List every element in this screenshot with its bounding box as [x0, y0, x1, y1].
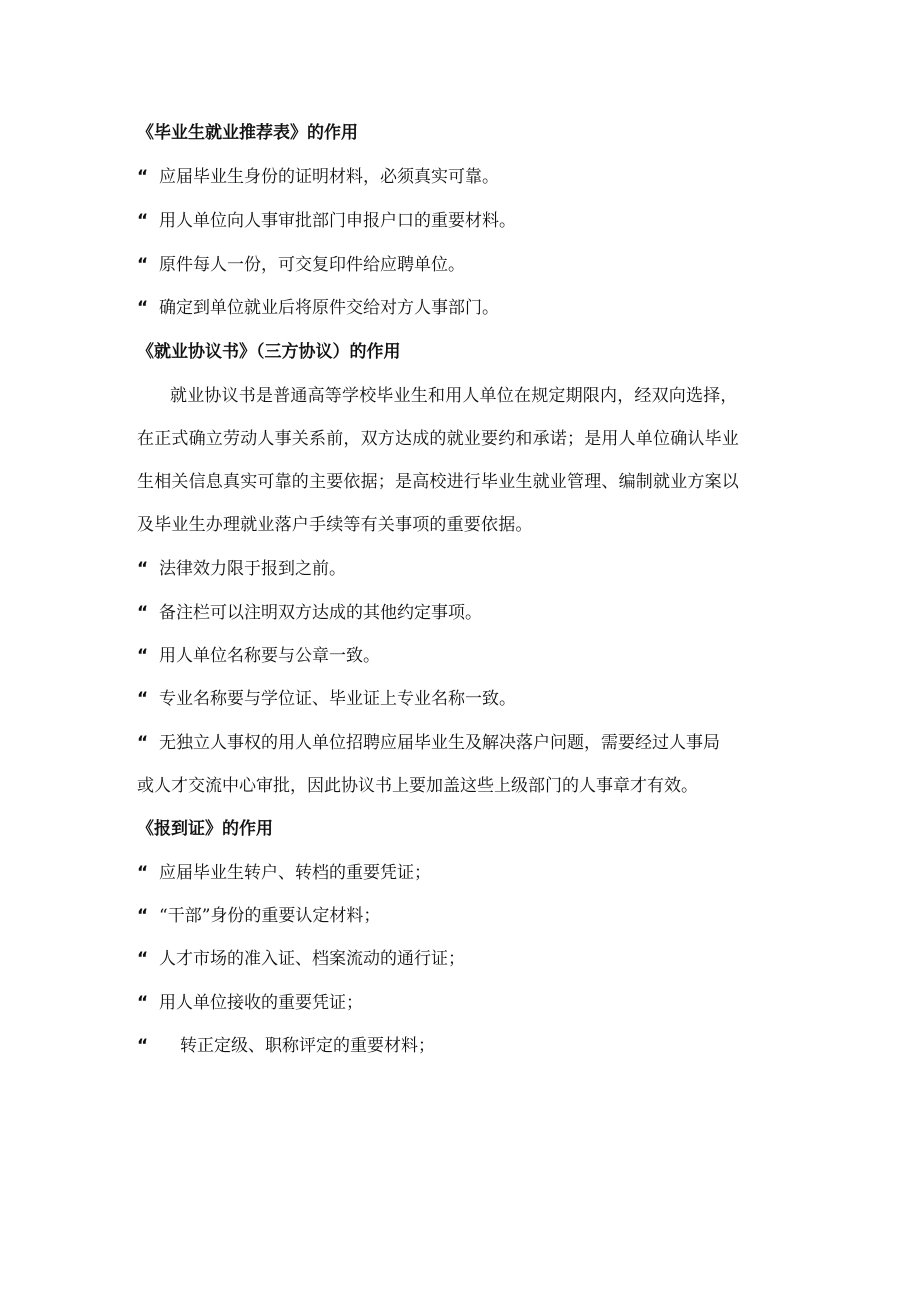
list-item	[137, 210, 516, 232]
list-item-text: 备注栏可以注明双方达成的其他约定事项。	[159, 603, 482, 623]
list-item-text: 用人单位名称要与公章一致。	[159, 646, 380, 666]
list-item	[137, 948, 465, 970]
list-item	[137, 645, 380, 667]
paragraph-line: 生相关信息真实可靠的主要依据；是高校进行毕业生就业管理、编制就业方案以	[137, 472, 739, 492]
bullet-icon: “	[137, 1036, 149, 1056]
paragraph-line	[170, 385, 738, 407]
paragraph-line: 及毕业生办理就业落户手续等有关事项的重要依据。	[137, 515, 533, 535]
list-item-text: “干部”身份的重要认定材料；	[159, 906, 381, 926]
section-title-employment-agreement: 《就业协议书》（三方协议）的作用	[137, 342, 401, 362]
bullet-icon: “	[137, 211, 149, 231]
list-item	[137, 1035, 435, 1057]
list-item-text: 用人单位向人事审批部门申报户口的重要材料。	[159, 211, 516, 231]
list-item-text: 无独立人事权的用人单位招聘应届毕业生及解决落户问题，需要经过人事局	[159, 733, 720, 753]
bullet-icon: “	[137, 603, 149, 623]
list-item	[137, 992, 363, 1014]
bullet-icon: “	[137, 559, 149, 579]
section-title-report-certificate: 《报到证》的作用	[137, 819, 273, 839]
list-item-text: 确定到单位就业后将原件交给对方人事部门。	[159, 298, 499, 318]
bullet-icon: “	[137, 993, 149, 1013]
bullet-icon: “	[137, 255, 149, 275]
list-item	[137, 166, 499, 188]
list-item-text: 应届毕业生身份的证明材料，必须真实可靠。	[159, 167, 499, 187]
list-item	[137, 732, 720, 754]
list-item-continuation: 或人才交流中心审批，因此协议书上要加盖这些上级部门的人事章才有效。	[137, 776, 698, 796]
bullet-icon: “	[137, 863, 149, 883]
bullet-icon: “	[137, 689, 149, 709]
bullet-icon: “	[137, 906, 149, 926]
bullet-icon: “	[137, 167, 149, 187]
list-item-text: 人才市场的准入证、档案流动的通行证；	[159, 949, 465, 969]
section-title-recommendation-form: 《毕业生就业推荐表》的作用	[137, 123, 358, 143]
list-item	[137, 602, 482, 624]
list-item-text: 法律效力限于报到之前。	[159, 559, 346, 579]
list-item-text: 转正定级、职称评定的重要材料；	[180, 1036, 435, 1056]
bullet-icon: “	[137, 949, 149, 969]
list-item-text: 专业名称要与学位证、毕业证上专业名称一致。	[159, 689, 516, 709]
bullet-icon: “	[137, 733, 149, 753]
list-item	[137, 862, 431, 884]
bullet-icon: “	[137, 646, 149, 666]
list-item	[137, 688, 516, 710]
list-item	[137, 297, 499, 319]
bullet-icon: “	[137, 298, 149, 318]
list-item	[137, 905, 380, 927]
list-item-text: 应届毕业生转户、转档的重要凭证；	[159, 863, 431, 883]
list-item-text: 原件每人一份，可交复印件给应聘单位。	[159, 255, 465, 275]
list-item	[137, 254, 465, 276]
paragraph-text: 是普通高等学校毕业生和用人单位在规定期限内，经双向选择，	[256, 386, 738, 406]
list-item-text: 用人单位接收的重要凭证；	[159, 993, 363, 1013]
paragraph-line: 在正式确立劳动人事关系前，双方达成的就业要约和承诺；是用人单位确认毕业	[137, 429, 739, 449]
list-item	[137, 558, 346, 580]
paragraph-term: 就业协议书	[170, 386, 256, 406]
